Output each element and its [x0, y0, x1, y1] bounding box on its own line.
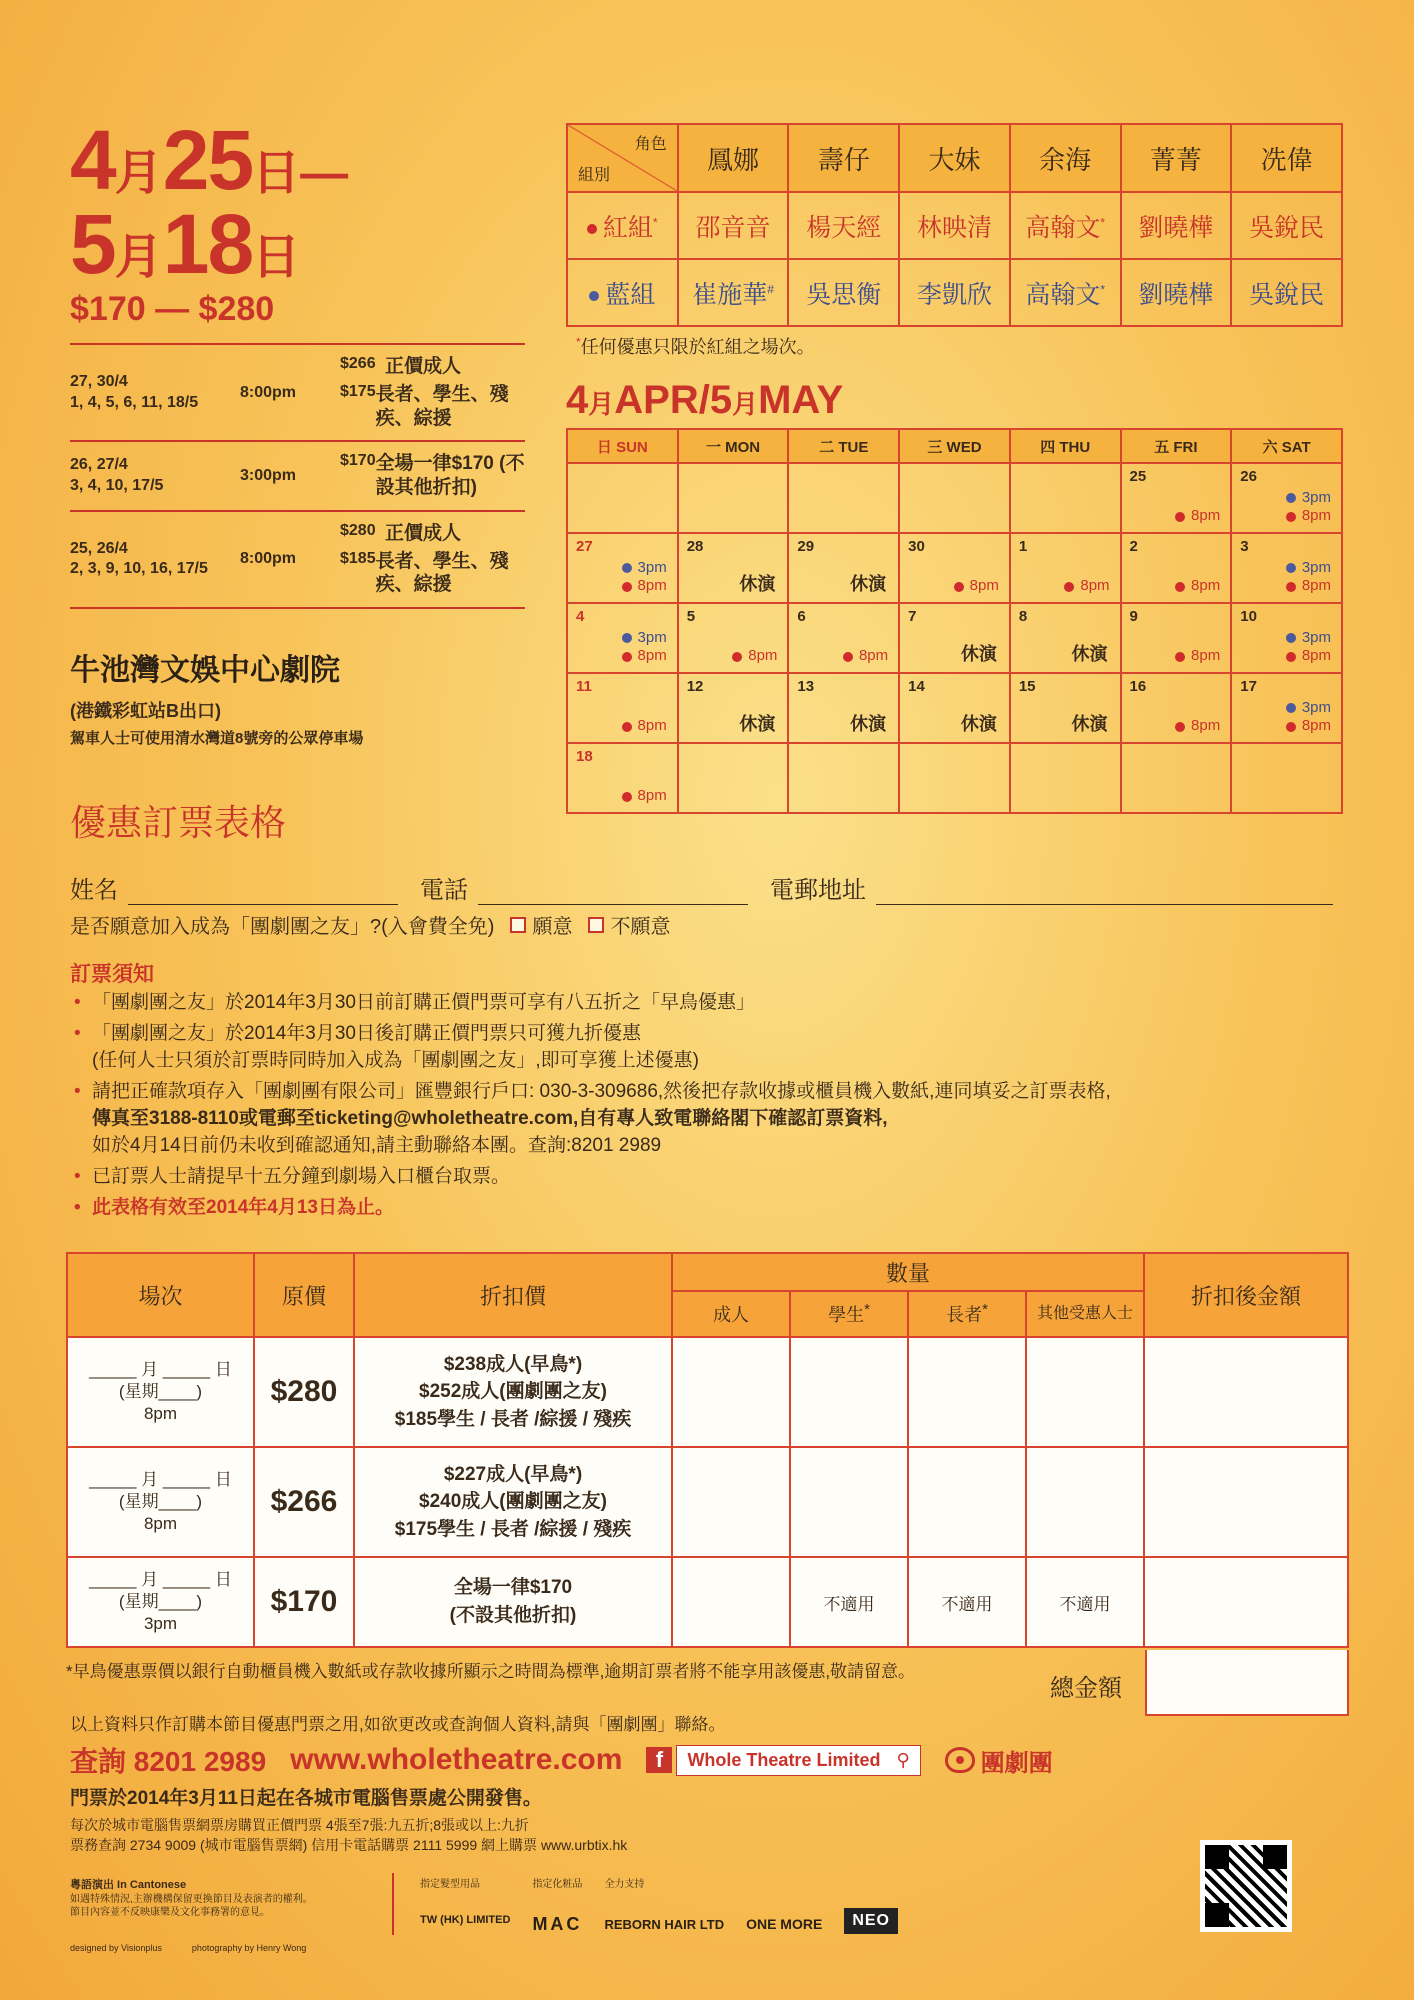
calendar-day[interactable] — [567, 603, 678, 673]
calendar-day[interactable] — [1231, 603, 1342, 673]
col-student: 學生* — [790, 1291, 908, 1337]
show-time: 8pm — [622, 787, 667, 806]
original-price: $280 — [254, 1337, 354, 1447]
show-time: 8pm — [1286, 577, 1331, 596]
show-dot-icon — [1286, 582, 1296, 592]
day-shows — [622, 559, 667, 597]
venue-info — [70, 645, 363, 748]
day-number: 28 — [686, 538, 704, 555]
show-dot-icon — [1286, 512, 1296, 522]
session-cell[interactable]: _____ 月 _____ 日 (星期____) 8pm — [67, 1337, 254, 1447]
rest-day-label: 休演 — [1071, 644, 1108, 664]
total-label: 總金額 — [1050, 1675, 1122, 1702]
day-number: 9 — [1129, 608, 1138, 625]
price-row: $175 長者、學生、殘疾、綜援 — [340, 382, 509, 429]
qty-student-field[interactable] — [790, 1337, 908, 1447]
weekday-header: 六 SAT — [1231, 429, 1342, 463]
row-total-field[interactable] — [1144, 1337, 1348, 1447]
venue-name: 牛池灣文娛中心劇院 — [70, 654, 340, 687]
show-time: 3pm — [1286, 559, 1331, 578]
cast-row — [567, 192, 1342, 259]
discount-prices: $238成人(早鳥*) $252成人(團劇團之友) $185學生 / 長者 /綜援 / 殘疾 — [354, 1337, 672, 1447]
day-number: 13 — [797, 678, 815, 695]
calendar-day[interactable] — [1231, 463, 1342, 533]
qty-student-field[interactable] — [790, 1447, 908, 1557]
day-number: 3 — [1240, 538, 1249, 555]
price-row: $280 正價成人 — [340, 521, 462, 544]
join-question: 是否願意加入成為「團劇團之友」?(入會費全免) 願意 不願意 — [70, 916, 671, 938]
show-time: 8pm — [622, 717, 667, 736]
calendar-week — [567, 533, 1342, 603]
calendar-week — [567, 603, 1342, 673]
show-time: 8pm — [1175, 647, 1220, 666]
day-shows — [1286, 489, 1331, 527]
qty-adult-field[interactable] — [672, 1337, 790, 1447]
calendar-day — [899, 743, 1010, 813]
show-dot-icon — [1286, 633, 1296, 643]
reborn-logo: REBORN HAIR LTD — [604, 1916, 725, 1932]
form-title: 優惠訂票表格 — [70, 802, 287, 843]
name-label: 姓名 — [70, 877, 118, 904]
calendar-day — [899, 463, 1010, 533]
role-header: 鳳娜 — [678, 124, 789, 192]
day-shows — [1286, 629, 1331, 667]
sponsor-logos — [420, 1875, 898, 1935]
rest-day-label: 休演 — [850, 714, 887, 734]
calendar-week — [567, 743, 1342, 813]
day-number: 6 — [797, 608, 806, 625]
qty-student-field: 不適用 — [790, 1557, 908, 1647]
day-shows — [1286, 559, 1331, 597]
onemore-logo: ONE MORE — [746, 1916, 823, 1932]
schedule-list — [70, 343, 525, 609]
show-dot-icon — [1175, 582, 1185, 592]
show-dot-icon — [1286, 722, 1296, 732]
day-shows — [954, 577, 999, 596]
show-time: 8pm — [1175, 507, 1220, 526]
role-header: 余海 — [1010, 124, 1121, 192]
sponsor-cosmetic: 指定化粧品 MAC — [532, 1879, 583, 1934]
show-time: 8pm — [622, 577, 667, 596]
notes-title: 訂票須知 — [70, 963, 154, 986]
qty-adult-field[interactable] — [672, 1447, 790, 1557]
note-item: • 此表格有效至2014年4月13日為止。 — [70, 1195, 1350, 1222]
date-range: 4月25日— 5月18日 — [70, 113, 349, 291]
session-cell[interactable]: _____ 月 _____ 日 (星期____) 8pm — [67, 1447, 254, 1557]
discount-prices: 全場一律$170 (不設其他折扣) — [354, 1557, 672, 1647]
show-time: 8pm — [732, 647, 777, 666]
note-item: • 「團劇團之友」於2014年3月30日後訂購正價門票只可獲九折優惠 (任何人士只須於訂票時同時加入成為「團劇團之友」,即可享獲上述優惠) — [70, 1021, 1350, 1075]
day-number: 12 — [686, 678, 704, 695]
calendar-day — [567, 463, 678, 533]
note-item: • 已訂票人士請提早十五分鐘到劇場入口櫃台取票。 — [70, 1164, 1350, 1191]
calendar-day[interactable] — [678, 533, 789, 603]
tw-logo: TW (HK) LIMITED — [420, 1914, 511, 1926]
calendar-day[interactable] — [899, 533, 1010, 603]
role-header: 冼偉 — [1231, 124, 1342, 192]
total-field[interactable] — [1145, 1650, 1349, 1716]
show-time: 3pm — [622, 629, 667, 648]
footer-disclaimer: 粵語演出 In Cantonese 如遇特殊情況,主辦機構保留更換節目及表演者的權利。 節目內容並不反映康樂及文化事務署的意見。 — [70, 1879, 313, 1919]
schedule-time: 8:00pm — [240, 550, 297, 568]
actor-cell: 李凱欣 — [899, 259, 1010, 326]
schedule-block — [70, 440, 525, 510]
enquiry-phone: 查詢 8201 2989 — [70, 1746, 267, 1777]
calendar-day — [1121, 743, 1232, 813]
day-number: 30 — [908, 538, 925, 555]
phone-label: 電話 — [420, 877, 468, 904]
actor-cell: 高翰文* — [1010, 259, 1121, 326]
calendar-day[interactable] — [1010, 533, 1121, 603]
calendar-day — [788, 743, 899, 813]
cast-note: *任何優惠只限於紅組之場次。 — [576, 335, 815, 357]
calendar-day — [1010, 463, 1121, 533]
schedule-block — [70, 510, 525, 609]
weibo-badge[interactable]: 團劇團 — [945, 1743, 1053, 1778]
show-dot-icon — [1286, 703, 1296, 713]
calendar-day[interactable] — [899, 673, 1010, 743]
price-range: $170 — $280 — [70, 290, 275, 328]
actor-cell: 吳銳民 — [1231, 192, 1342, 259]
group-dot-icon — [589, 291, 599, 301]
calendar-day[interactable] — [788, 673, 899, 743]
calendar-day — [678, 743, 789, 813]
show-dot-icon — [622, 722, 632, 732]
col-qty: 數量 — [672, 1253, 1144, 1291]
rest-day-label: 休演 — [960, 714, 997, 734]
calendar-week — [567, 463, 1342, 533]
no-checkbox[interactable] — [588, 917, 604, 933]
schedule-prices — [340, 452, 525, 500]
role-header: 菁菁 — [1121, 124, 1232, 192]
calendar-day[interactable] — [1121, 673, 1232, 743]
calendar-day[interactable] — [788, 603, 899, 673]
note-item: • 「團劇團之友」於2014年3月30日前訂購正價門票可享有八五折之「早鳥優惠」 — [70, 990, 1350, 1017]
weekday-header: 二 TUE — [788, 429, 899, 463]
calendar-day[interactable] — [788, 533, 899, 603]
show-time: 8pm — [1286, 717, 1331, 736]
calendar-day — [678, 463, 789, 533]
show-time: 3pm — [622, 559, 667, 578]
calendar-day[interactable] — [899, 603, 1010, 673]
note-item: • 請把正確款項存入「團劇團有限公司」匯豐銀行戶口: 030-3-309686,然後把存款收據或櫃員機入數紙,連同填妥之訂票表格, 傳真至3188-8110或電郵至ticketing@wholetheatre.com,自有專人致電聯絡閣下確認訂票資料, 如於4月14日前仍未收到確認通知,請主動聯絡本團。查詢:8201 2989 — [70, 1079, 1350, 1160]
schedule-prices — [340, 355, 525, 430]
qr-code[interactable] — [1200, 1840, 1292, 1932]
original-price: $170 — [254, 1557, 354, 1647]
calendar-day — [788, 463, 899, 533]
day-shows — [1064, 577, 1109, 596]
col-adult: 成人 — [672, 1291, 790, 1337]
actor-cell: 崔施華# — [678, 259, 789, 326]
calendar-day[interactable] — [678, 673, 789, 743]
schedule-dates: 26, 27/4 3, 4, 10, 17/5 — [70, 456, 164, 494]
calendar-day — [1010, 743, 1121, 813]
qty-elder-field[interactable] — [908, 1337, 1026, 1447]
show-time: 3pm — [1286, 629, 1331, 648]
col-elder: 長者* — [908, 1291, 1026, 1337]
day-shows — [622, 629, 667, 667]
day-shows — [622, 787, 667, 806]
weekday-header: 五 FRI — [1121, 429, 1232, 463]
show-dot-icon — [954, 582, 964, 592]
schedule-dates: 25, 26/4 2, 3, 9, 10, 16, 17/5 — [70, 539, 208, 578]
order-row — [67, 1447, 1348, 1557]
day-number: 7 — [908, 608, 917, 625]
actor-cell: 邵音音 — [678, 192, 789, 259]
search-icon: ⚲ — [896, 1749, 910, 1770]
day-number: 11 — [576, 678, 592, 695]
contact-bar — [70, 1740, 1053, 1780]
show-dot-icon — [1286, 493, 1296, 503]
order-row — [67, 1337, 1348, 1447]
qty-elder-field[interactable] — [908, 1447, 1026, 1557]
day-number: 16 — [1129, 678, 1147, 695]
calendar-day[interactable] — [1231, 533, 1342, 603]
day-number: 17 — [1240, 678, 1257, 695]
qty-elder-field: 不適用 — [908, 1557, 1026, 1647]
calendar-day — [1231, 743, 1342, 813]
show-dot-icon — [1175, 512, 1185, 522]
day-number: 27 — [576, 538, 593, 555]
show-time: 8pm — [1175, 717, 1220, 736]
day-number: 10 — [1240, 608, 1257, 625]
day-number: 15 — [1018, 678, 1036, 695]
calendar-day[interactable] — [1010, 603, 1121, 673]
show-time: 8pm — [843, 647, 888, 666]
sponsor-support: 全力支持 REBORN HAIR LTD ONE MORE NEO — [604, 1875, 898, 1935]
calendar-day[interactable] — [1121, 463, 1232, 533]
show-time: 8pm — [1175, 577, 1220, 596]
yes-checkbox[interactable] — [510, 917, 526, 933]
weekday-header: 日 SUN — [567, 429, 678, 463]
weekday-header: 三 WED — [899, 429, 1010, 463]
col-other: 其他受惠人士 — [1026, 1291, 1144, 1337]
col-disc: 折扣價 — [354, 1253, 672, 1337]
show-time: 3pm — [1286, 699, 1331, 718]
col-total: 折扣後金額 — [1144, 1253, 1348, 1337]
row-total-field[interactable] — [1144, 1557, 1348, 1647]
day-shows — [1175, 577, 1220, 596]
day-shows — [1175, 507, 1220, 526]
actor-cell: 劉曉樺 — [1121, 259, 1232, 326]
website-link[interactable]: www.wholetheatre.com — [290, 1743, 623, 1776]
rest-day-label: 休演 — [960, 644, 997, 664]
show-dot-icon — [622, 652, 632, 662]
rest-day-label: 休演 — [739, 714, 776, 734]
day-shows — [1175, 647, 1220, 666]
notes-list — [70, 990, 1350, 1226]
order-table — [66, 1252, 1349, 1648]
show-time: 3pm — [1286, 489, 1331, 508]
actor-cell: 吳思衡 — [788, 259, 899, 326]
group-name: 紅組* — [567, 192, 678, 259]
calendar-day[interactable] — [1121, 603, 1232, 673]
weibo-icon — [945, 1747, 975, 1773]
discount-prices: $227成人(早鳥*) $240成人(團劇團之友) $175學生 / 長者 /綜援 / 殘疾 — [354, 1447, 672, 1557]
calendar-title: 4月APR/5月MAY — [566, 378, 844, 422]
rest-day-label: 休演 — [1071, 714, 1108, 734]
show-dot-icon — [732, 652, 742, 662]
facebook-icon: f — [646, 1747, 672, 1773]
show-dot-icon — [622, 792, 632, 802]
session-cell[interactable]: _____ 月 _____ 日 (星期____) 3pm — [67, 1557, 254, 1647]
cast-row — [567, 259, 1342, 326]
show-time: 8pm — [954, 577, 999, 596]
calendar-day[interactable] — [1010, 673, 1121, 743]
schedule-dates: 27, 30/4 1, 4, 5, 6, 11, 18/5 — [70, 372, 199, 411]
show-dot-icon — [622, 582, 632, 592]
day-number: 5 — [686, 608, 696, 625]
phone-field[interactable] — [478, 877, 748, 905]
email-label: 電郵地址 — [770, 877, 866, 904]
calendar-day[interactable] — [1231, 673, 1342, 743]
cast-corner: 角色 組別 — [567, 124, 678, 192]
price-row: $185 長者、學生、殘疾、綜援 — [340, 549, 509, 596]
email-field[interactable] — [876, 877, 1333, 905]
day-number: 2 — [1129, 538, 1138, 555]
row-total-field[interactable] — [1144, 1447, 1348, 1557]
day-number: 14 — [908, 678, 925, 695]
show-time: 8pm — [1286, 647, 1331, 666]
calendar-day[interactable] — [567, 673, 678, 743]
original-price: $266 — [254, 1447, 354, 1557]
order-row — [67, 1557, 1348, 1647]
day-shows — [622, 717, 667, 736]
day-number: 18 — [576, 748, 593, 765]
qty-other-field: 不適用 — [1026, 1557, 1144, 1647]
early-bird-note: *早鳥優惠票價以銀行自動櫃員機入數紙或存款收據所顯示之時間為標準,逾期訂票者將不能享用該優惠,敬請留意。 — [66, 1662, 916, 1681]
day-shows — [732, 647, 777, 666]
facebook-badge[interactable]: f Whole Theatre Limited ⚲ — [646, 1745, 920, 1776]
qty-adult-field[interactable] — [672, 1557, 790, 1647]
day-shows — [1286, 699, 1331, 737]
actor-cell: 林映清 — [899, 192, 1010, 259]
show-dot-icon — [1175, 652, 1185, 662]
show-dot-icon — [1175, 722, 1185, 732]
role-header: 大妹 — [899, 124, 1010, 192]
show-dot-icon — [1286, 563, 1296, 573]
weekday-header: 四 THU — [1010, 429, 1121, 463]
show-dot-icon — [622, 563, 632, 573]
actor-cell: 高翰文* — [1010, 192, 1121, 259]
price-row: $170 全場一律$170 (不設其他折扣) — [340, 452, 525, 498]
actor-cell: 楊天經 — [788, 192, 899, 259]
calendar-day[interactable] — [678, 603, 789, 673]
footer-divider — [392, 1873, 394, 1935]
rest-day-label: 休演 — [739, 574, 776, 594]
show-dot-icon — [843, 652, 853, 662]
sponsor-hair: 指定髮型用品 TW (HK) LIMITED — [420, 1879, 511, 1926]
weekday-header: 一 MON — [678, 429, 789, 463]
contact-fields — [70, 870, 1345, 905]
neo-logo: NEO — [844, 1908, 898, 1934]
calendar-day[interactable] — [567, 743, 678, 813]
calendar — [566, 428, 1343, 814]
group-name: 藍組 — [567, 259, 678, 326]
schedule-time: 8:00pm — [240, 383, 297, 401]
actor-cell: 劉曉樺 — [1121, 192, 1232, 259]
group-dot-icon — [587, 224, 597, 234]
show-time: 8pm — [622, 647, 667, 666]
footer-credits: designed by Visionplus photography by Henry Wong — [70, 1943, 307, 1953]
show-dot-icon — [1064, 582, 1074, 592]
schedule-prices — [340, 522, 525, 597]
col-orig: 原價 — [254, 1253, 354, 1337]
show-dot-icon — [1286, 652, 1296, 662]
qty-other-field[interactable] — [1026, 1337, 1144, 1447]
calendar-day[interactable] — [567, 533, 678, 603]
onsale-note: 門票於2014年3月11日起在各城市電腦售票處公開發售。 — [70, 1788, 542, 1809]
name-field[interactable] — [128, 877, 398, 905]
role-header: 壽仔 — [788, 124, 899, 192]
rest-day-label: 休演 — [850, 574, 887, 594]
show-time: 8pm — [1286, 507, 1331, 526]
schedule-time: 3:00pm — [240, 467, 297, 484]
day-shows — [1175, 717, 1220, 736]
day-shows — [843, 647, 888, 666]
day-number: 8 — [1018, 608, 1028, 625]
qty-other-field[interactable] — [1026, 1447, 1144, 1557]
calendar-week — [567, 673, 1342, 743]
day-number: 4 — [576, 608, 585, 625]
venue-parking-note: 駕車人士可使用清水灣道8號旁的公眾停車場 — [70, 730, 364, 747]
price-row: $266 正價成人 — [340, 355, 462, 377]
actor-cell: 吳銳民 — [1231, 259, 1342, 326]
ticketing-fine-print: 每次於城市電腦售票網票房購買正價門票 4張至7張:九五折;8張或以上:九折 票務查詢 2734 9009 (城市電腦售票網) 信用卡電話購票 2111 5999 網上購票 www.urbtix.hk — [70, 1817, 628, 1854]
schedule-block — [70, 343, 525, 440]
col-session: 場次 — [67, 1253, 254, 1337]
day-number: 1 — [1018, 538, 1028, 555]
day-number: 25 — [1129, 468, 1147, 485]
day-number: 26 — [1240, 468, 1257, 485]
day-number: 29 — [797, 538, 815, 555]
privacy-note: 以上資料只作訂購本節目優惠門票之用,如欲更改或查詢個人資料,請與「團劇團」聯絡。 — [70, 1715, 726, 1734]
calendar-day[interactable] — [1121, 533, 1232, 603]
venue-sub: (港鐵彩虹站B出口) — [70, 701, 221, 721]
cast-table — [566, 123, 1343, 327]
show-dot-icon — [622, 633, 632, 643]
show-time: 8pm — [1064, 577, 1109, 596]
mac-logo: MAC — [532, 1914, 583, 1934]
